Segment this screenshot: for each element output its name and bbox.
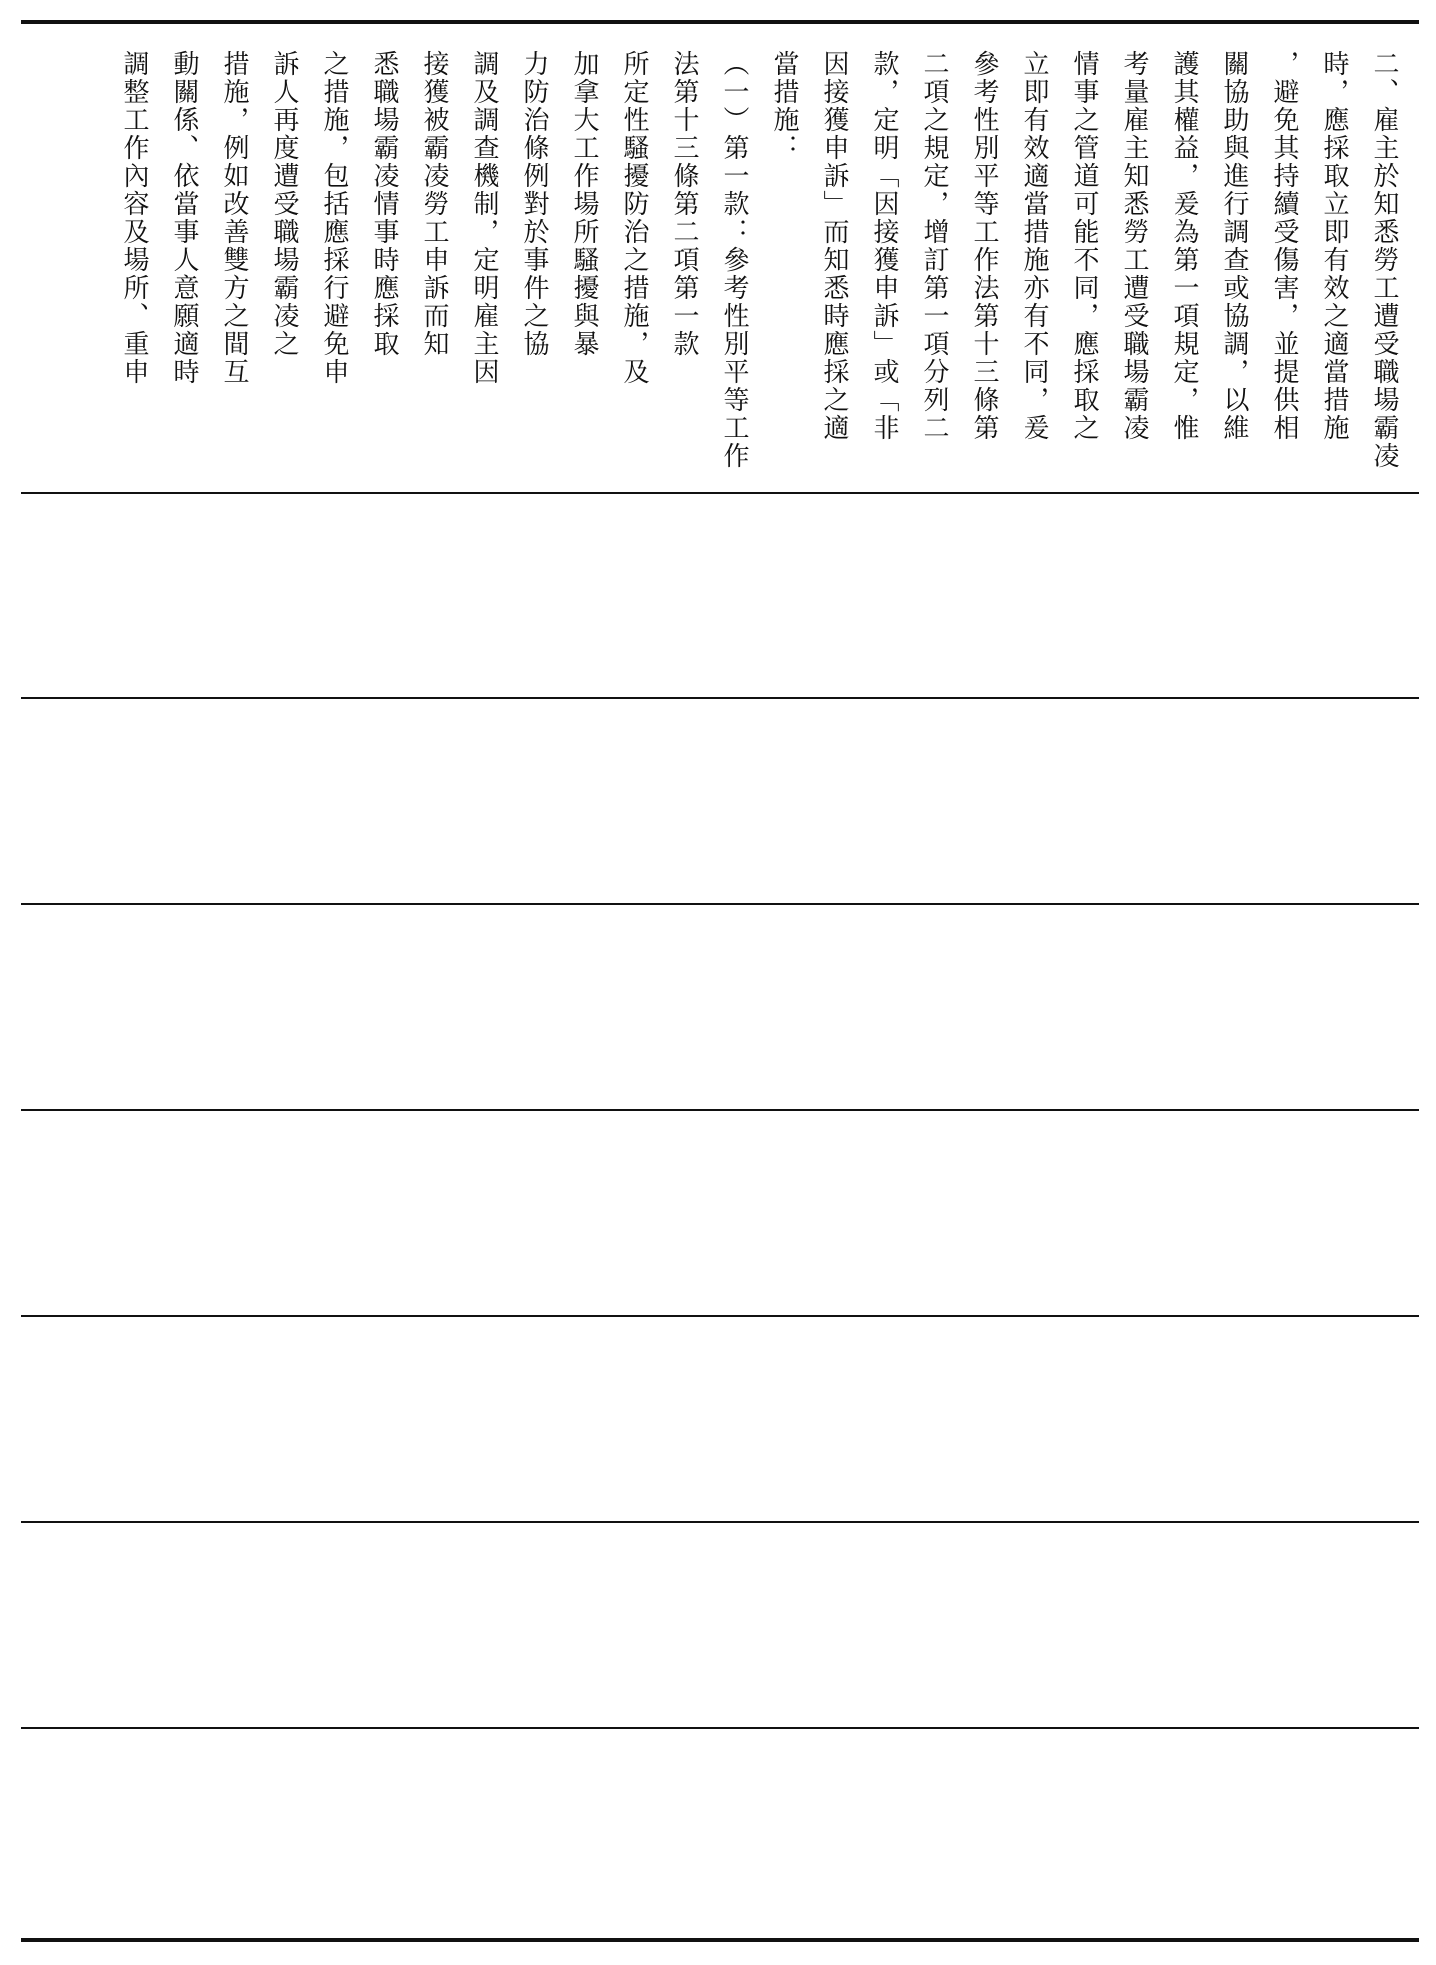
empty-table-cell: [21, 1523, 1419, 1727]
text-column: 所定性騷擾防治之措施，及: [619, 50, 649, 386]
text-column: 情事之管道可能不同，應採取之: [1069, 50, 1099, 442]
text-column: 訴人再度遭受職場霸凌之: [269, 50, 299, 358]
text-column: 參考性別平等工作法第十三條第: [969, 50, 999, 442]
text-column: 接獲被霸凌勞工申訴而知: [419, 50, 449, 358]
text-column: 加拿大工作場所騷擾與暴: [569, 50, 599, 358]
text-column: 款，定明「因接獲申訴」或「非: [869, 50, 899, 442]
text-column: 護其權益，爰為第一項規定，惟: [1169, 50, 1199, 442]
text-column: 力防治條例對於事件之協: [519, 50, 549, 358]
text-column: 法第十三條第二項第一款: [669, 50, 699, 358]
empty-table-cell: [21, 699, 1419, 903]
empty-table-cell: [21, 1317, 1419, 1521]
text-column: 悉職場霸凌情事時應採取: [369, 50, 399, 358]
text-column: 調及調查機制，定明雇主因: [469, 50, 499, 386]
empty-table-cell: [21, 1729, 1419, 1938]
empty-table-cell: [21, 1111, 1419, 1315]
text-column: 考量雇主知悉勞工遭受職場霸凌: [1119, 50, 1149, 442]
empty-table-cell: [21, 905, 1419, 1109]
table-cell-text: [21, 24, 1419, 492]
text-column: ，避免其持續受傷害，並提供相: [1269, 50, 1299, 442]
text-column: 二項之規定，增訂第一項分列二: [919, 50, 949, 442]
text-column: （一）第一款：參考性別平等工作: [719, 50, 749, 470]
text-column: 時，應採取立即有效之適當措施: [1319, 50, 1349, 442]
text-column: 關協助與進行調查或協調，以維: [1219, 50, 1249, 442]
text-column: 當措施：: [769, 50, 799, 162]
text-column: 二、雇主於知悉勞工遭受職場霸凌: [1369, 50, 1399, 470]
text-column: 措施，例如改善雙方之間互: [219, 50, 249, 386]
text-column: 動關係、依當事人意願適時: [169, 50, 199, 386]
table-bottom-rule: [21, 1938, 1419, 1942]
empty-table-cell: [21, 494, 1419, 697]
text-column: 之措施，包括應採行避免申: [319, 50, 349, 386]
text-column: 因接獲申訴」而知悉時應採之適: [819, 50, 849, 442]
text-column: 立即有效適當措施亦有不同，爰: [1019, 50, 1049, 442]
text-column: 調整工作內容及場所、重申: [119, 50, 149, 386]
vertical-text-block: [109, 50, 1409, 498]
